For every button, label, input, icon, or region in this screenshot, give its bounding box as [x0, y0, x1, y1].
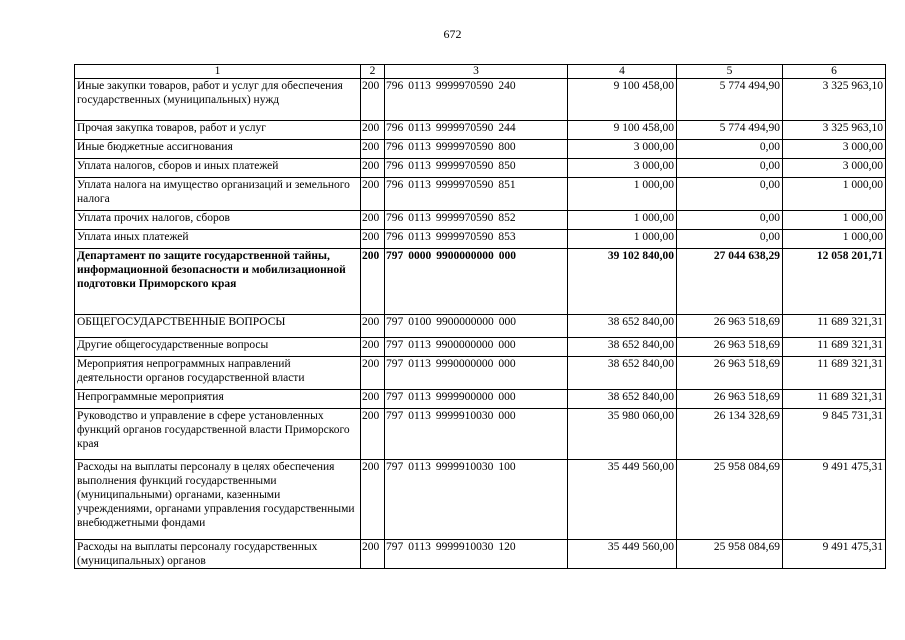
- row-col-2: 200: [361, 390, 385, 409]
- budget-table: [74, 64, 886, 569]
- code-segment: 0113: [408, 358, 431, 370]
- table-row: [75, 140, 886, 159]
- code-segment: 851: [498, 179, 516, 191]
- row-name: Расходы на выплаты персоналу государственных (муниципальных) органов: [75, 540, 361, 569]
- row-name: Другие общегосударственные вопросы: [75, 338, 361, 357]
- table-row: [75, 230, 886, 249]
- row-col-5: 26 963 518,69: [677, 357, 783, 390]
- code-segment: 9999900000: [435, 391, 494, 403]
- row-code: [385, 357, 568, 390]
- row-col-4: 1 000,00: [568, 178, 677, 211]
- table-row: [75, 211, 886, 230]
- code-segment: 000: [498, 339, 516, 351]
- row-col-5: 27 044 638,29: [677, 249, 783, 315]
- row-col-2: 200: [361, 178, 385, 211]
- row-code: [385, 409, 568, 460]
- column-header-1: 1: [75, 65, 361, 79]
- code-segment: 796: [386, 179, 404, 191]
- row-col-6: 12 058 201,71: [783, 249, 886, 315]
- code-segment: 853: [498, 231, 516, 243]
- row-col-4: 35 449 560,00: [568, 540, 677, 569]
- table-row: [75, 159, 886, 178]
- code-segment: 9900000000: [435, 339, 494, 351]
- table-row: [75, 249, 886, 315]
- row-name: ОБЩЕГОСУДАРСТВЕННЫЕ ВОПРОСЫ: [75, 315, 361, 338]
- row-col-6: 1 000,00: [783, 211, 886, 230]
- code-segment: 9999910030: [435, 461, 494, 473]
- table-row: [75, 315, 886, 338]
- row-name: Иные закупки товаров, работ и услуг для обеспечения государственных (муниципальных) нужд: [75, 79, 361, 121]
- row-col-2: 200: [361, 249, 385, 315]
- row-col-2: 200: [361, 121, 385, 140]
- row-col-2: 200: [361, 357, 385, 390]
- row-col-2: 200: [361, 338, 385, 357]
- row-code: [385, 140, 568, 159]
- code-segment: 797: [386, 461, 404, 473]
- row-col-4: 35 449 560,00: [568, 460, 677, 540]
- page-number: 672: [443, 27, 462, 41]
- code-segment: 797: [386, 250, 404, 262]
- row-col-6: 3 000,00: [783, 159, 886, 178]
- code-segment: 0113: [408, 160, 431, 172]
- row-col-4: 38 652 840,00: [568, 338, 677, 357]
- column-header-4: 4: [568, 65, 677, 79]
- code-segment: 000: [498, 391, 516, 403]
- code-segment: 9999970590: [435, 122, 494, 134]
- code-segment: 852: [498, 212, 516, 224]
- row-name: Непрограммные мероприятия: [75, 390, 361, 409]
- code-segment: 797: [386, 358, 404, 370]
- table-row: [75, 409, 886, 460]
- row-col-2: 200: [361, 230, 385, 249]
- code-segment: 0113: [408, 179, 431, 191]
- code-segment: 000: [498, 410, 516, 422]
- row-col-6: 9 491 475,31: [783, 460, 886, 540]
- row-code: [385, 121, 568, 140]
- code-segment: 0000: [408, 250, 432, 262]
- row-col-6: 11 689 321,31: [783, 390, 886, 409]
- code-segment: 796: [386, 141, 404, 153]
- row-code: [385, 315, 568, 338]
- code-segment: 9900000000: [436, 250, 494, 262]
- code-segment: 9900000000: [436, 316, 494, 328]
- table-row: [75, 178, 886, 211]
- row-col-6: 9 845 731,31: [783, 409, 886, 460]
- code-segment: 000: [498, 250, 516, 262]
- table-row: [75, 460, 886, 540]
- code-segment: 9999910030: [435, 410, 494, 422]
- code-segment: 9999970590: [435, 160, 494, 172]
- header-row: [75, 65, 886, 79]
- row-col-4: 35 980 060,00: [568, 409, 677, 460]
- column-header-5: 5: [677, 65, 783, 79]
- row-col-5: 5 774 494,90: [677, 79, 783, 121]
- row-col-4: 3 000,00: [568, 159, 677, 178]
- row-code: [385, 211, 568, 230]
- row-col-4: 1 000,00: [568, 230, 677, 249]
- row-name: Уплата налогов, сборов и иных платежей: [75, 159, 361, 178]
- row-col-5: 26 963 518,69: [677, 390, 783, 409]
- table-row: [75, 390, 886, 409]
- code-segment: 0113: [408, 410, 431, 422]
- row-name: Уплата прочих налогов, сборов: [75, 211, 361, 230]
- row-col-5: 25 958 084,69: [677, 460, 783, 540]
- row-col-4: 38 652 840,00: [568, 315, 677, 338]
- code-segment: 0100: [408, 316, 432, 328]
- code-segment: 797: [386, 410, 404, 422]
- row-col-5: 0,00: [677, 178, 783, 211]
- row-col-6: 11 689 321,31: [783, 315, 886, 338]
- row-name: Мероприятия непрограммных направлений деятельности органов государственной власти: [75, 357, 361, 390]
- code-segment: 0113: [408, 80, 431, 92]
- row-col-5: 5 774 494,90: [677, 121, 783, 140]
- row-col-6: 1 000,00: [783, 178, 886, 211]
- table-row: [75, 540, 886, 569]
- row-col-6: 3 000,00: [783, 140, 886, 159]
- code-segment: 244: [498, 122, 516, 134]
- row-col-4: 38 652 840,00: [568, 390, 677, 409]
- row-col-2: 200: [361, 540, 385, 569]
- row-col-5: 26 963 518,69: [677, 338, 783, 357]
- code-segment: 0113: [408, 339, 431, 351]
- row-name: Руководство и управление в сфере установленных функций органов государственной власти Приморского края: [75, 409, 361, 460]
- code-segment: 0113: [408, 141, 431, 153]
- code-segment: 9990000000: [435, 358, 494, 370]
- code-segment: 796: [386, 160, 404, 172]
- row-name: Уплата налога на имущество организаций и земельного налога: [75, 178, 361, 211]
- row-col-4: 9 100 458,00: [568, 79, 677, 121]
- row-col-5: 26 963 518,69: [677, 315, 783, 338]
- row-col-4: 9 100 458,00: [568, 121, 677, 140]
- row-col-2: 200: [361, 140, 385, 159]
- row-col-5: 25 958 084,69: [677, 540, 783, 569]
- code-segment: 796: [386, 80, 404, 92]
- row-col-5: 0,00: [677, 159, 783, 178]
- row-col-6: 3 325 963,10: [783, 121, 886, 140]
- row-col-5: 0,00: [677, 211, 783, 230]
- row-code: [385, 460, 568, 540]
- row-col-6: 1 000,00: [783, 230, 886, 249]
- row-col-4: 38 652 840,00: [568, 357, 677, 390]
- table-row: [75, 357, 886, 390]
- row-code: [385, 178, 568, 211]
- row-col-6: 3 325 963,10: [783, 79, 886, 121]
- row-col-5: 0,00: [677, 140, 783, 159]
- row-col-4: 3 000,00: [568, 140, 677, 159]
- code-segment: 0113: [408, 212, 431, 224]
- code-segment: 796: [386, 122, 404, 134]
- column-header-3: 3: [385, 65, 568, 79]
- row-name: Уплата иных платежей: [75, 230, 361, 249]
- row-code: [385, 79, 568, 121]
- row-col-5: 26 134 328,69: [677, 409, 783, 460]
- code-segment: 0113: [408, 122, 431, 134]
- code-segment: 000: [498, 358, 516, 370]
- row-code: [385, 249, 568, 315]
- code-segment: 0113: [408, 231, 431, 243]
- row-col-2: 200: [361, 79, 385, 121]
- code-segment: 797: [386, 541, 404, 553]
- code-segment: 240: [498, 80, 516, 92]
- row-name: Расходы на выплаты персоналу в целях обеспечения выполнения функций государственными (муниципальными) органами, казенными учреждениями, органами управления государственными внебюджетными фондами: [75, 460, 361, 540]
- code-segment: 9999970590: [435, 212, 494, 224]
- row-code: [385, 159, 568, 178]
- code-segment: 9999970590: [435, 80, 494, 92]
- code-segment: 797: [386, 339, 404, 351]
- row-col-2: 200: [361, 460, 385, 540]
- code-segment: 0113: [408, 391, 431, 403]
- code-segment: 796: [386, 212, 404, 224]
- row-col-5: 0,00: [677, 230, 783, 249]
- column-header-6: 6: [783, 65, 886, 79]
- code-segment: 9999970590: [435, 141, 494, 153]
- row-col-6: 9 491 475,31: [783, 540, 886, 569]
- code-segment: 0113: [408, 541, 431, 553]
- code-segment: 120: [498, 541, 516, 553]
- row-code: [385, 230, 568, 249]
- table-row: [75, 79, 886, 121]
- code-segment: 797: [386, 391, 404, 403]
- row-col-6: 11 689 321,31: [783, 357, 886, 390]
- row-col-2: 200: [361, 409, 385, 460]
- row-code: [385, 540, 568, 569]
- table-row: [75, 121, 886, 140]
- row-col-4: 1 000,00: [568, 211, 677, 230]
- code-segment: 9999970590: [435, 179, 494, 191]
- row-code: [385, 390, 568, 409]
- code-segment: 797: [386, 316, 404, 328]
- code-segment: 000: [498, 316, 516, 328]
- code-segment: 9999910030: [435, 541, 494, 553]
- table-row: [75, 338, 886, 357]
- row-name: Иные бюджетные ассигнования: [75, 140, 361, 159]
- code-segment: 100: [498, 461, 516, 473]
- code-segment: 800: [498, 141, 516, 153]
- row-name: Департамент по защите государственной тайны, информационной безопасности и мобилизационной подготовки Приморского края: [75, 249, 361, 315]
- row-code: [385, 338, 568, 357]
- row-col-2: 200: [361, 315, 385, 338]
- code-segment: 850: [498, 160, 516, 172]
- row-col-4: 39 102 840,00: [568, 249, 677, 315]
- code-segment: 0113: [408, 461, 431, 473]
- row-col-6: 11 689 321,31: [783, 338, 886, 357]
- row-col-2: 200: [361, 159, 385, 178]
- row-name: Прочая закупка товаров, работ и услуг: [75, 121, 361, 140]
- table-body: [75, 65, 886, 569]
- column-header-2: 2: [361, 65, 385, 79]
- code-segment: 796: [386, 231, 404, 243]
- code-segment: 9999970590: [435, 231, 494, 243]
- row-col-2: 200: [361, 211, 385, 230]
